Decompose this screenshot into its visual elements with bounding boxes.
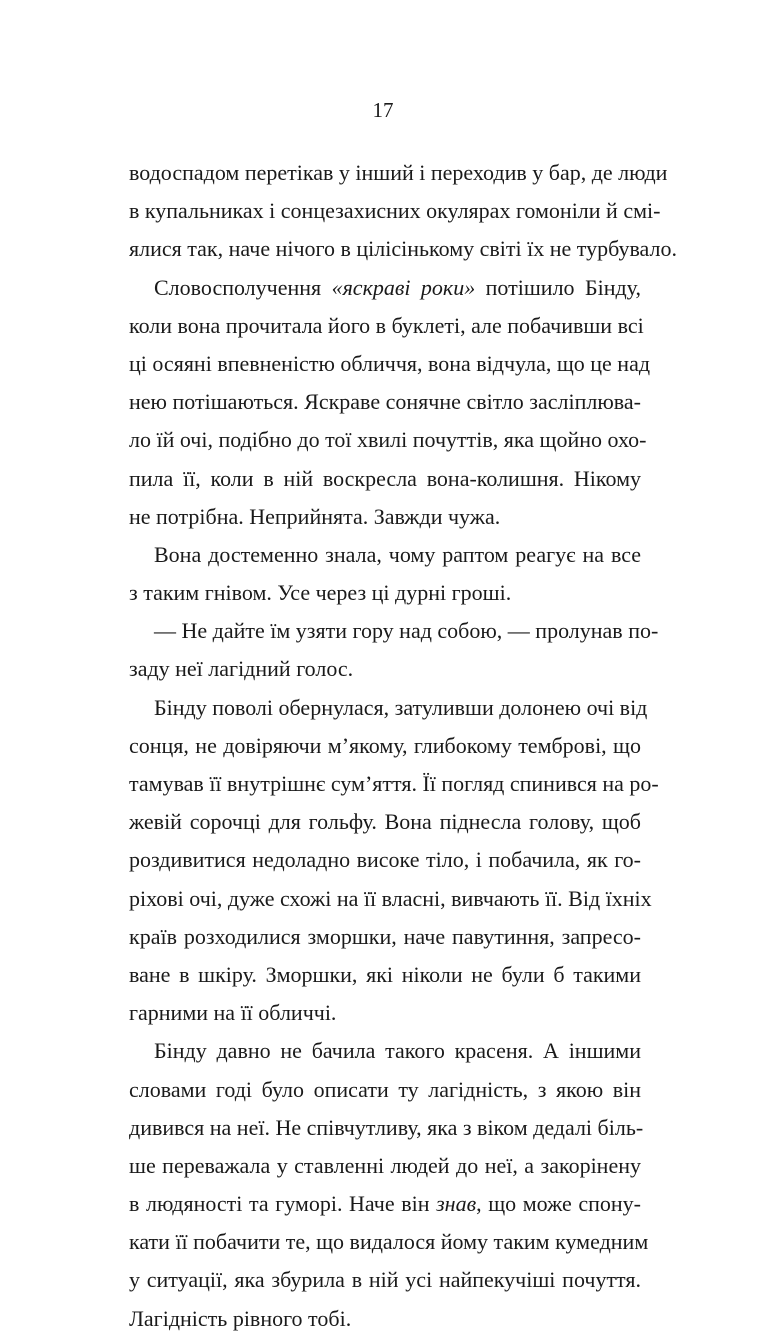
paragraph <box>129 689 659 1033</box>
text-line: Лагідність рівного тобі. <box>129 1305 352 1331</box>
paragraph <box>129 536 641 612</box>
page-number: 17 <box>372 98 394 122</box>
text-line: в людяності та гуморі. Наче він знав, що може спону- <box>129 1191 641 1217</box>
text-line: нею потішаються. Яскраве сонячне світло засліплюва- <box>129 389 641 415</box>
text-line: ване в шкіру. Зморшки, які ніколи не були б такими <box>129 961 641 987</box>
text-line: Бінду давно не бачила такого красеня. А іншими <box>154 1038 641 1064</box>
text-line: дивився на неї. Не співчутливу, яка з віком дедалі біль- <box>129 1114 644 1140</box>
text-line: гарними на її обличчі. <box>129 1000 337 1026</box>
text-line: у ситуації, яка збурила в ній усі найпекучіші почуття. <box>129 1267 641 1293</box>
text-line: водоспадом перетікав у інший і переходив у бар, де люди <box>129 160 668 185</box>
text-line: коли вона прочитала його в буклеті, але побачивши всі <box>129 312 644 338</box>
text-line: кати її побачити те, що видалося йому таким кумедним <box>129 1229 649 1255</box>
text-line: пила її, коли в ній воскресла вона-колишня. Нікому <box>129 465 641 491</box>
text-line: ялися так, наче нічого в цілісінькому світі їх не турбувало. <box>129 236 677 262</box>
text-line: з таким гнівом. Усе через ці дурні гроші. <box>129 580 512 606</box>
text-line: ці осяяні впевненістю обличчя, вона відчула, що це над <box>129 350 651 376</box>
text-line: не потрібна. Неприйнята. Завжди чужа. <box>129 503 501 529</box>
text-line: ріхові очі, дуже схожі на її власні, вивчають її. Від їхніх <box>129 885 652 911</box>
paragraph <box>129 1032 649 1338</box>
italic-phrase: «яскраві роки» <box>331 274 476 300</box>
text-line: країв розходилися зморшки, наче павутиння, запресо- <box>129 923 641 949</box>
text-line: заду неї лагідний голос. <box>129 656 354 682</box>
text-line: жевій сорочці для гольфу. Вона піднесла голову, щоб <box>129 809 641 835</box>
text-line: Бінду поволі обернулася, затуливши долонею очі від <box>154 694 648 720</box>
text-line: словами годі було описати ту лагідність, з якою він <box>129 1076 641 1102</box>
text-line: Словосполучення «яскраві роки» потішило Бінду, <box>154 274 641 300</box>
text-line: роздивитися недоладно високе тіло, і побачила, як го- <box>129 847 641 873</box>
text-line: ше переважала у ставленні людей до неї, а закорінену <box>129 1152 641 1178</box>
text-line: ло їй очі, подібно до тої хвилі почуттів, яка щойно охо- <box>129 427 647 453</box>
text-line: тамував її внутрішнє сум’яття. Її погляд спинився на ро- <box>129 771 659 796</box>
text-line: сонця, не довіряючи м’якому, глибокому темброві, що <box>129 732 641 758</box>
body-text <box>129 154 677 1338</box>
paragraph <box>129 612 659 688</box>
paragraph <box>129 154 677 269</box>
text-line: Вона достеменно знала, чому раптом реагує на все <box>154 541 641 567</box>
italic-word: знав <box>436 1191 477 1217</box>
text-line: — Не дайте їм узяти гору над собою, — пролунав по- <box>154 618 659 644</box>
text-line: в купальниках і сонцезахисних окулярах гомоніли й смі- <box>129 198 661 224</box>
paragraph <box>129 269 651 536</box>
